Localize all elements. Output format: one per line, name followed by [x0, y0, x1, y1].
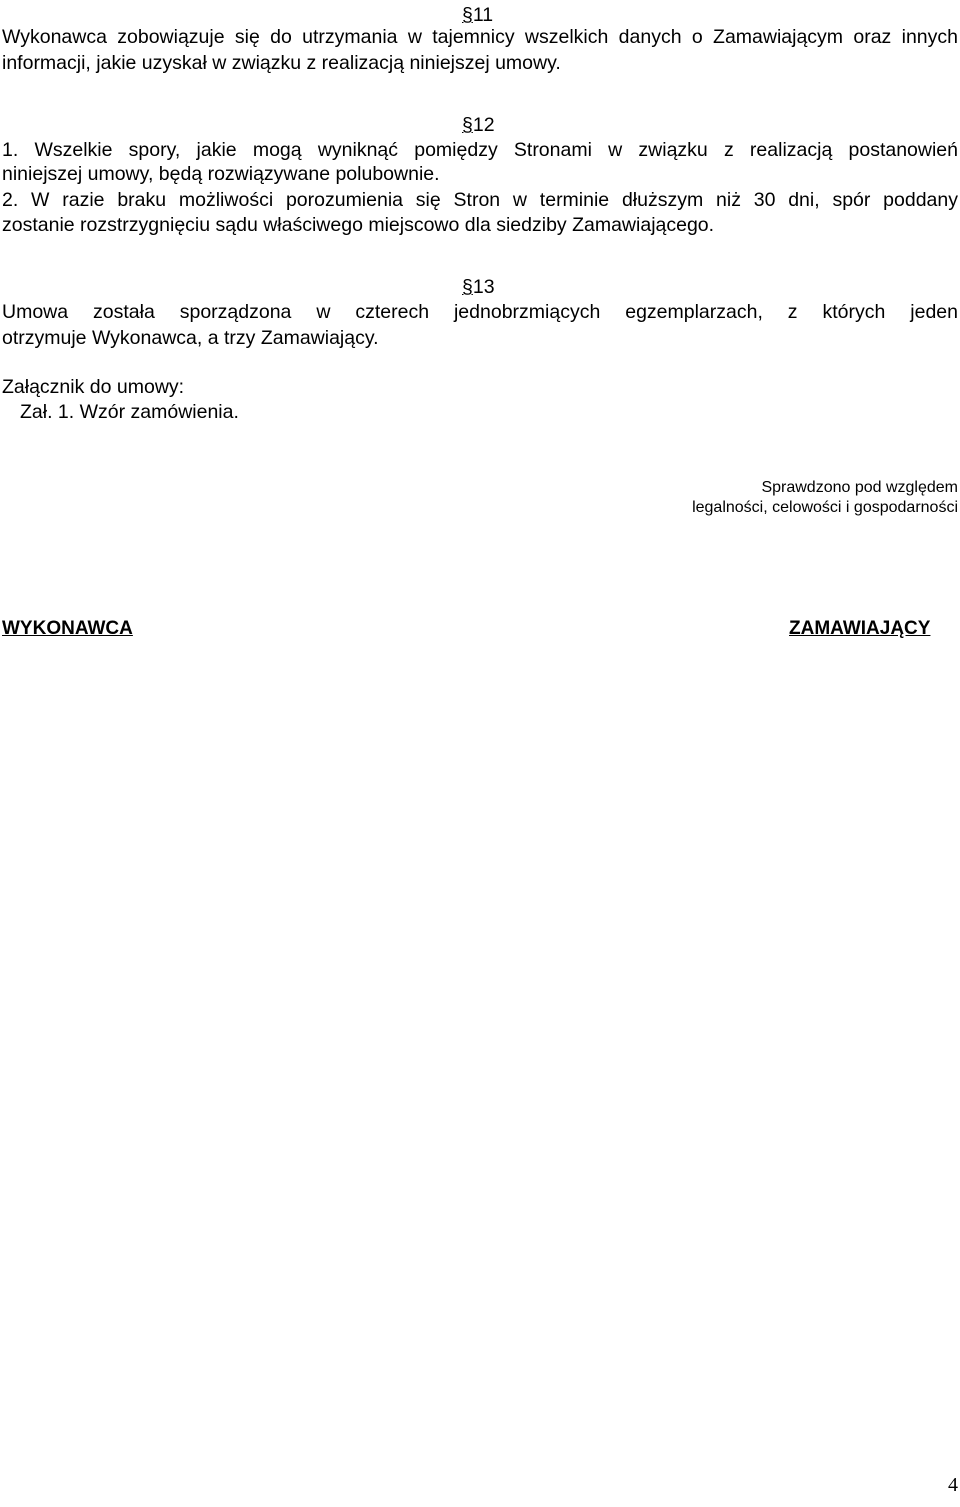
attachment-item-1: Zał. 1. Wzór zamówienia. [20, 401, 239, 423]
section-11-text: Wykonawca zobowiązuje się do utrzymania w tajemnicy wszelkich danych o Zamawiającym oraz innych informacji, jakie uzyskał w związku z realizacją niniejszej umowy. [2, 26, 958, 74]
section-12-point-1-line-2: niniejszej umowy, będą rozwiązywane polubownie. [2, 163, 440, 185]
section-number: 12 [472, 114, 495, 136]
section-12-point-1-line-1: 1. Wszelkie spory, jakie mogą wyniknąć pomiędzy Stronami w związku z realizacją postanowień [2, 139, 958, 161]
signature-client: ZAMAWIAJĄCY [789, 618, 931, 639]
section-13-line-2: otrzymuje Wykonawca, a trzy Zamawiający. [2, 327, 379, 349]
attachments-heading: Załącznik do umowy: [2, 376, 185, 398]
section-mark: § [462, 114, 473, 136]
page-number: 4 [948, 1474, 958, 1496]
section-12-point-2-line-2: zostanie rozstrzygnięciu sądu właściwego miejscowo dla siedziby Zamawiającego. [2, 214, 715, 236]
section-mark: § [462, 276, 473, 298]
section-12-heading [462, 112, 495, 138]
verification-note-line-2: legalności, celowości i gospodarności [692, 499, 958, 516]
signature-contractor: WYKONAWCA [2, 618, 133, 639]
section-mark: § [462, 4, 473, 26]
section-number: 13 [472, 276, 495, 298]
verification-note-line-1: Sprawdzono pod względem [761, 479, 958, 496]
section-number: 11 [472, 4, 494, 26]
section-13-line-1: Umowa została sporządzona w czterech jednobrzmiących egzemplarzach, z których jeden [2, 301, 958, 323]
section-12-point-2-line-1: 2. W razie braku możliwości porozumienia się Stron w terminie dłuższym niż 30 dni, spór poddany [2, 189, 958, 211]
section-13-heading [462, 274, 495, 300]
